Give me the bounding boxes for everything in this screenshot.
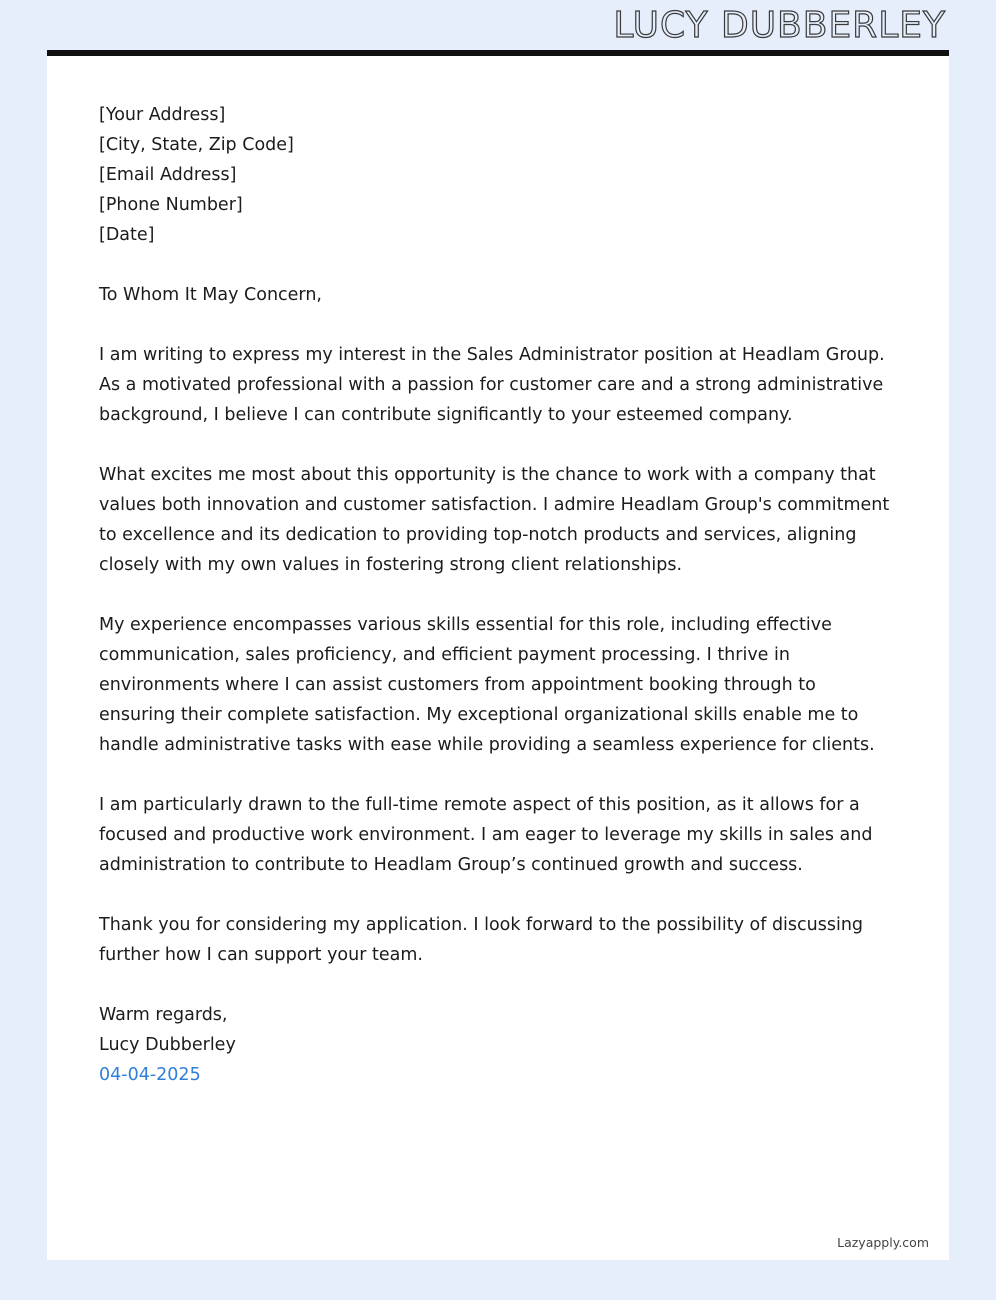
letter-sheet — [47, 50, 949, 1260]
spacer — [99, 580, 897, 610]
letter-body — [47, 56, 949, 1090]
watermark-label: Lazyapply.com — [837, 1235, 929, 1250]
letter-paragraph: What excites me most about this opportunity is the chance to work with a company that values both innovation and customer satisfaction. I admire Headlam Group's commitment to excellence and its dedication to providing top-notch products and services, aligning closely with my own values in fostering strong client relationships. — [99, 465, 890, 575]
address-line: [Date] — [99, 225, 155, 245]
signature-name: Lucy Dubberley — [99, 1035, 236, 1055]
spacer — [99, 430, 897, 460]
letter-date: 04-04-2025 — [99, 1065, 201, 1085]
address-line: [City, State, Zip Code] — [99, 135, 294, 155]
closing-line: Warm regards, — [99, 1005, 228, 1025]
letter-paragraph: Thank you for considering my application. I look forward to the possibility of discussing further how I can support your team. — [99, 915, 864, 965]
applicant-name-heading: LUCY DUBBERLEY — [613, 4, 946, 46]
document-header — [0, 0, 996, 50]
address-line: [Your Address] — [99, 105, 226, 125]
spacer — [99, 760, 897, 790]
spacer — [99, 310, 897, 340]
address-block — [99, 100, 897, 250]
letter-paragraph: I am particularly drawn to the full-time remote aspect of this position, as it allows for a focused and productive work environment. I am eager to leverage my skills in sales and administration to contribute to Headlam Group’s continued growth and success. — [99, 795, 873, 875]
letter-paragraph: My experience encompasses various skills essential for this role, including effective communication, sales proficiency, and efficient payment processing. I thrive in environments where I can assist customers from appointment booking through to ensuring their complete satisfaction. My exceptional organizational skills enable me to handle administrative tasks with ease while providing a seamless experience for clients. — [99, 615, 875, 755]
address-line: [Email Address] — [99, 165, 237, 185]
spacer — [99, 970, 897, 1000]
salutation: To Whom It May Concern, — [99, 285, 322, 305]
address-line: [Phone Number] — [99, 195, 243, 215]
spacer — [99, 880, 897, 910]
spacer — [99, 250, 897, 280]
letter-paragraph: I am writing to express my interest in the Sales Administrator position at Headlam Group. As a motivated professional with a passion for customer care and a strong administrative background, I believe I can contribute significantly to your esteemed company. — [99, 345, 885, 425]
